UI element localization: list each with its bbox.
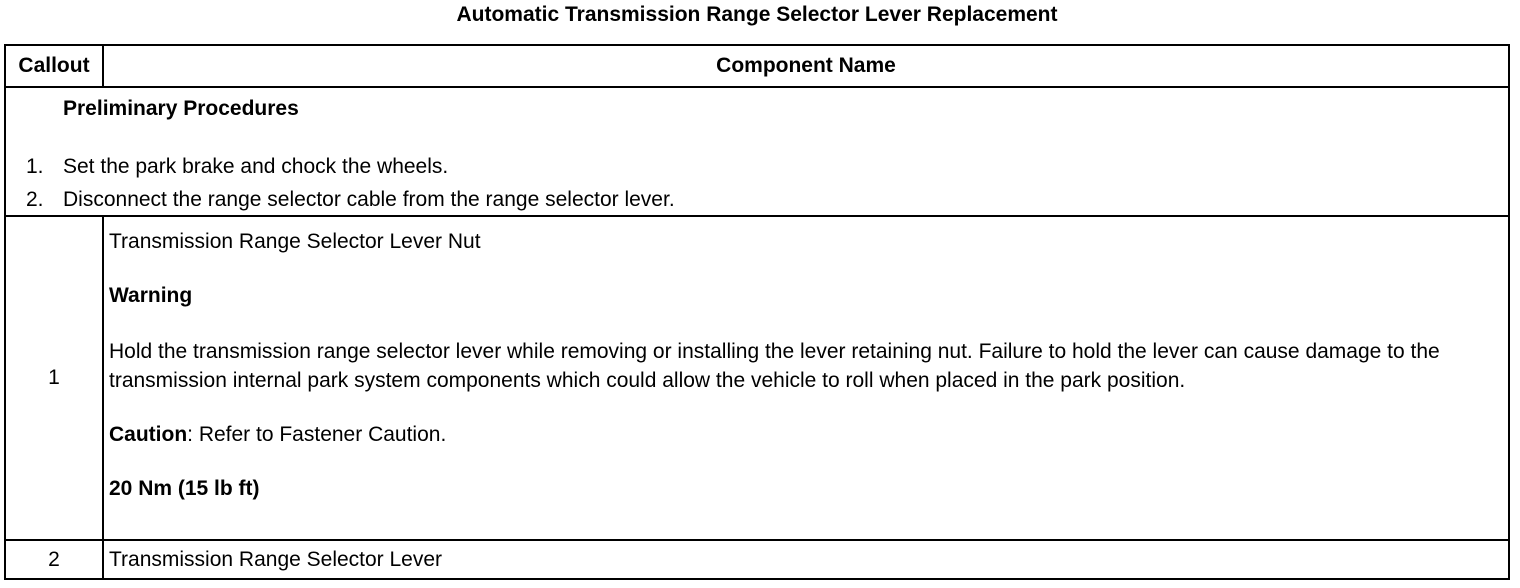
callout-column-header: Callout xyxy=(5,45,103,87)
table-row xyxy=(5,216,1509,540)
component-description-cell xyxy=(103,216,1509,540)
torque-spec: 20 Nm (15 lb ft) xyxy=(109,477,260,500)
step-number: 2. xyxy=(26,188,44,211)
step-text: Disconnect the range selector cable from the range selector lever. xyxy=(63,188,675,211)
step-text: Set the park brake and chock the wheels. xyxy=(63,155,449,178)
step-number: 1. xyxy=(26,155,44,178)
component-name-column-header: Component Name xyxy=(103,45,1509,87)
caution-line xyxy=(109,420,1484,449)
list-item xyxy=(26,183,675,216)
preliminary-procedures-row xyxy=(5,87,1509,216)
caution-text: : Refer to Fastener Caution. xyxy=(187,423,447,446)
warning-text: Hold the transmission range selector lever while removing or installing the lever retaining nut. Failure to hold the lever can cause damage to the transmission internal park system components which could allow the vehicle to roll when placed in the park position. xyxy=(109,340,1440,392)
component-name: Transmission Range Selector Lever Nut xyxy=(109,230,481,253)
warning-label: Warning xyxy=(109,284,193,307)
preliminary-procedures-heading: Preliminary Procedures xyxy=(63,97,299,120)
callout-number: 2 xyxy=(5,540,103,579)
table-row xyxy=(5,540,1509,579)
callout-number: 1 xyxy=(5,216,103,540)
list-item xyxy=(26,150,675,183)
procedure-table xyxy=(4,44,1510,580)
component-name: Transmission Range Selector Lever xyxy=(103,540,1509,579)
table-header-row xyxy=(5,45,1509,87)
preliminary-steps-list xyxy=(26,150,675,216)
document-title: Automatic Transmission Range Selector Lever Replacement xyxy=(456,3,1058,26)
caution-label: Caution xyxy=(109,423,188,446)
preliminary-procedures-cell xyxy=(5,87,1509,216)
